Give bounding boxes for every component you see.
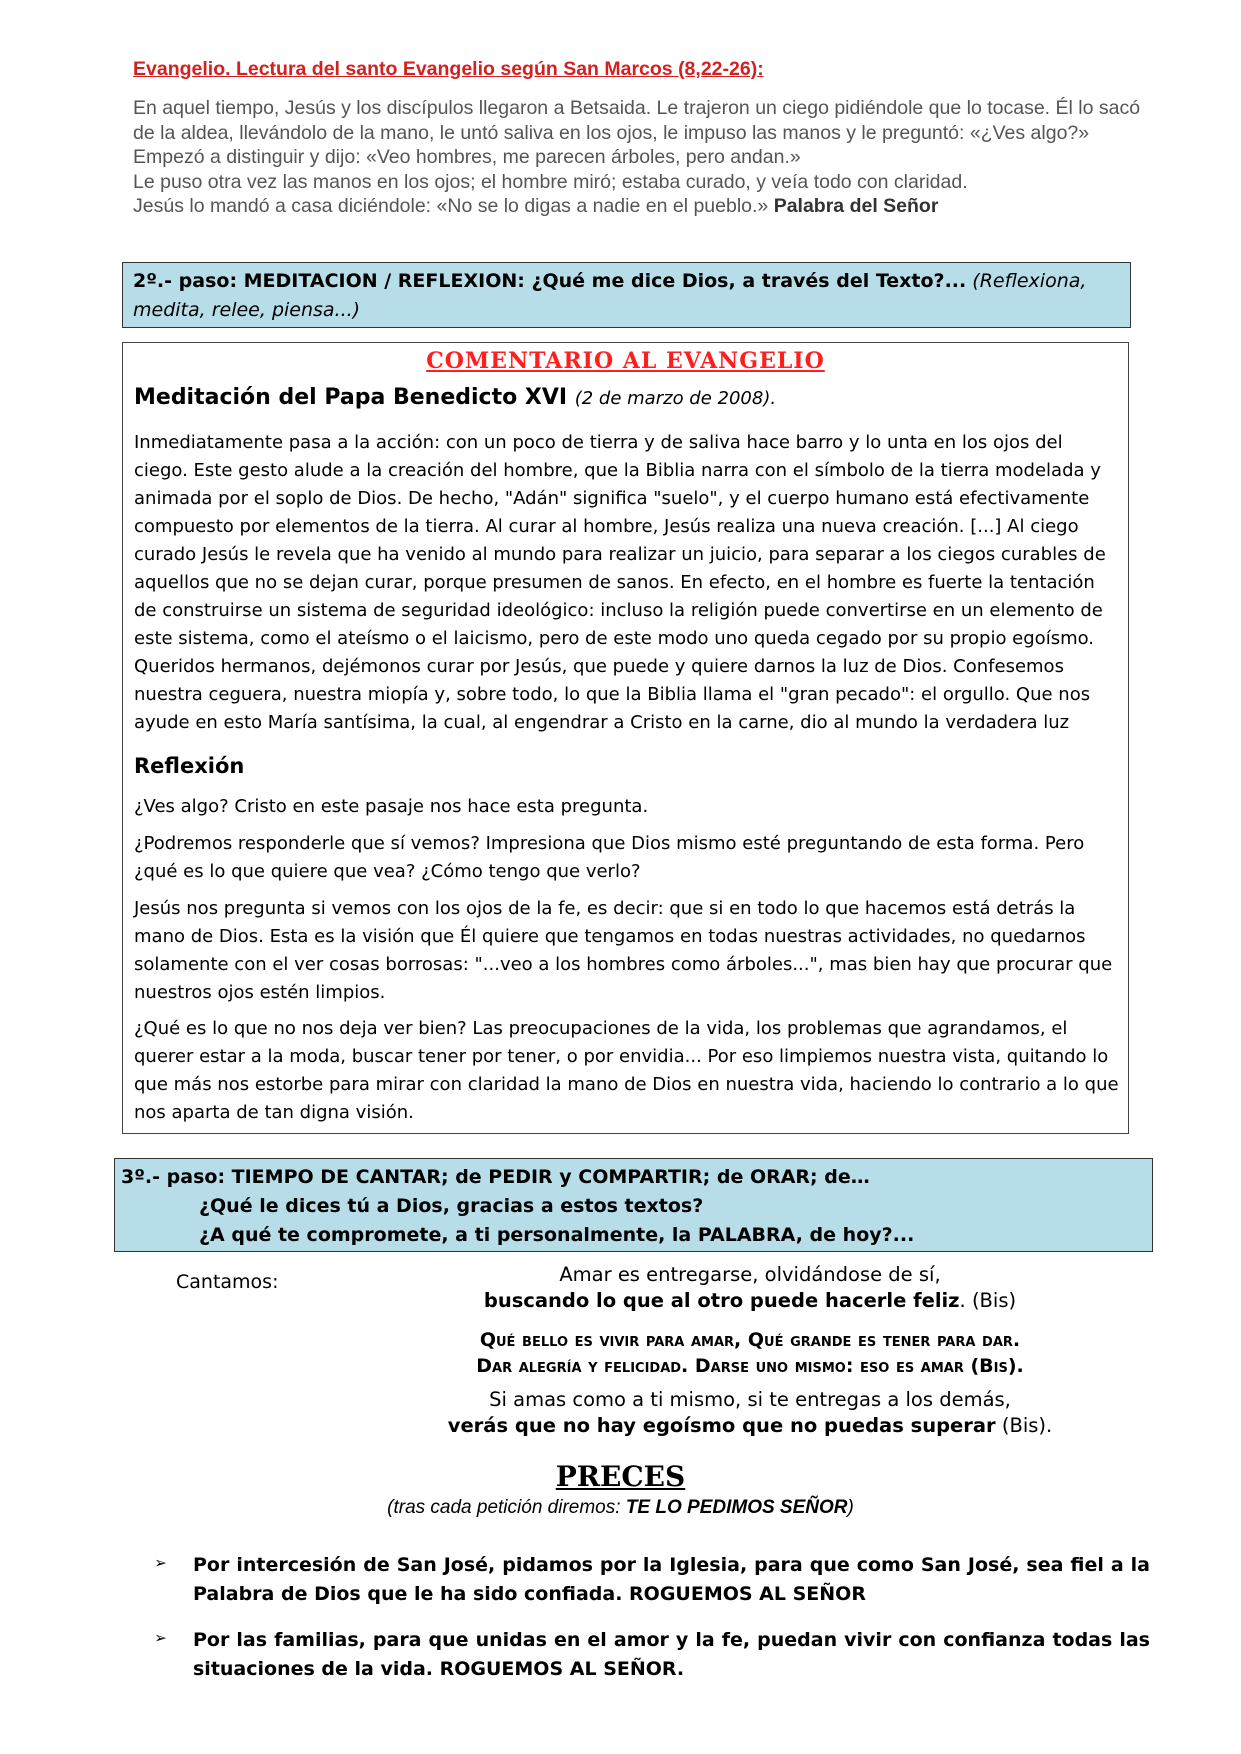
gospel-paragraph [133, 194, 1143, 219]
preces-response: TE LO PEDIMOS SEÑOR [625, 1497, 848, 1518]
preces-sub-prefix: (tras cada petición diremos: [387, 1497, 626, 1518]
step3-line: ¿A qué te compromete, a ti personalmente, la PALABRA, de hoy?... [199, 1224, 915, 1246]
meditation-heading-text: Meditación del Papa Benedicto XVI [134, 385, 568, 410]
gospel-paragraph: Le puso otra vez las manos en los ojos; el hombre miró; estaba curado, y veía todo con claridad. [133, 170, 968, 193]
arrow-bullet-icon: ➢ [155, 1626, 168, 1650]
prayer-text: Por intercesión de San José, pidamos por la Iglesia, para que como San José, sea fiel a la Palabra de Dios que le ha sido confiada. ROGUEMOS AL SEÑOR [193, 1554, 1150, 1605]
step2-question: ¿Qué me dice Dios, a través del Texto?... [531, 270, 967, 292]
reflection-paragraph: Jesús nos pregunta si vemos con los ojos de la fe, es decir: que si en todo lo que hacemos está detrás la mano de Dios. Esta es la visión que Él quiere que tengamos en todas nuestras actividades, no quedarnos solamente con el ver cosas borrosas: "...veo a los hombres como árboles...", mas bien hay que procurar que nuestros ojos estén limpios. [134, 898, 1113, 1003]
song-verse-2 [380, 1387, 1120, 1439]
song-line: Si amas como a ti mismo, si te entregas a los demás, [489, 1388, 1011, 1411]
preces-sub-suffix: ) [847, 1497, 854, 1518]
prayer-item [155, 1626, 1150, 1684]
step2-label: 2º.- paso: MEDITACION / REFLEXION [133, 270, 518, 292]
song-chorus [380, 1327, 1120, 1379]
preces-title: PRECES [555, 1460, 686, 1493]
meditation-text: Inmediatamente pasa a la acción: con un poco de tierra y de saliva hace barro y lo unta en los ojos del ciego. Este gesto alude a la creación del hombre, que la Biblia narra con el símbolo de la tierra modelada y animada por el soplo de Dios. De hecho, "Adán" significa "suelo", y el cuerpo humano está efectivamente compuesto por elementos de la tierra. Al curar al hombre, Jesús realiza una nueva creación. [...] Al ciego curado Jesús le revela que ha venido al mundo para realizar un juicio, para separar a los ciegos curables de aquellos que no se dejan curar, porque presumen de sanos. En efecto, en el hombre es fuerte la tentación de construirse un sistema de seguridad ideológico: incluso la religión puede convertirse en un elemento de este sistema, como el ateísmo o el laicismo, pero de este modo uno queda cegado por su propio egoísmo. Queridos hermanos, dejémonos curar por Jesús, que puede y quiere darnos la luz de Dios. Confesemos nuestra ceguera, nuestra miopía y, sobre todo, lo que la Biblia llama el "gran pecado": el orgullo. Que nos ayude en esto María santísima, la cual, al engendrar a Cristo en la carne, dio al mundo la verdadera luz [134, 432, 1106, 733]
step2-hint: (Reflexiona, medita, relee, piensa...) [133, 270, 1087, 321]
song-intro: Cantamos: [176, 1271, 279, 1293]
step3-line: 3º.- paso: TIEMPO DE CANTAR; de PEDIR y COMPARTIR; de ORAR; de… [121, 1166, 870, 1188]
step2-box: 2º.- paso: MEDITACION / REFLEXION: ¿Qué me dice Dios, a través del Texto?... (Reflexiona, medita, relee, piensa...) [122, 262, 1131, 328]
song-bis: (Bis). [995, 1414, 1053, 1437]
gospel-title: Evangelio. Lectura del santo Evangelio según San Marcos (8,22-26): [133, 58, 764, 80]
chorus-line: Dar alegría y felicidad. Darse uno mismo: eso es amar (Bis). [476, 1355, 1024, 1377]
song-line-bold: verás que no hay egoísmo que no puedas superar [447, 1414, 996, 1437]
reflection-paragraph: ¿Podremos responderle que sí vemos? Impresiona que Dios mismo esté preguntando de esta forma. Pero ¿qué es lo que quiere que vea? ¿Cómo tengo que verlo? [134, 833, 1085, 882]
song-bis: . (Bis) [959, 1289, 1017, 1312]
reflection-heading: Reflexión [134, 754, 245, 778]
prayer-item [155, 1551, 1150, 1609]
step3-box [114, 1158, 1153, 1252]
song-verse-1 [380, 1262, 1120, 1314]
gospel-closing: Palabra del Señor [773, 195, 939, 217]
prayer-text: Por las familias, para que unidas en el amor y la fe, puedan vivir con confianza todas las situaciones de la vida. ROGUEMOS AL SEÑOR. [193, 1629, 1150, 1680]
gospel-text [133, 96, 1143, 219]
arrow-bullet-icon: ➢ [155, 1551, 168, 1575]
gospel-paragraph: En aquel tiempo, Jesús y los discípulos llegaron a Betsaida. Le trajeron un ciego pidiéndole que lo tocase. Él lo sacó de la aldea, llevándolo de la mano, le untó saliva en los ojos, le impuso las manos y le preguntó: «¿Ves algo?» [133, 97, 1141, 144]
song-line-bold: buscando lo que al otro puede hacerle feliz [483, 1289, 960, 1312]
meditation-heading [134, 385, 776, 410]
step3-line: ¿Qué le dices tú a Dios, gracias a estos textos? [199, 1195, 704, 1217]
gospel-paragraph-text: Jesús lo mandó a casa diciéndole: «No se lo digas a nadie en el pueblo.» [133, 195, 769, 217]
song-line: Amar es entregarse, olvidándose de sí, [559, 1263, 941, 1286]
reflection-paragraph: ¿Qué es lo que no nos deja ver bien? Las preocupaciones de la vida, los problemas que agrandamos, el querer estar a la moda, buscar tener por tener, o por envidia... Por eso limpiemos nuestra vista, quitando lo que más nos estorbe para mirar con claridad la mano de Dios en nuestra vida, haciendo lo contrario a lo que nos aparta de tan digna visión. [134, 1018, 1119, 1123]
reflection-paragraph: ¿Ves algo? Cristo en este pasaje nos hace esta pregunta. [134, 796, 649, 817]
preces-subtitle [0, 1497, 1241, 1519]
commentary-title: COMENTARIO AL EVANGELIO [426, 348, 825, 374]
gospel-paragraph: Empezó a distinguir y dijo: «Veo hombres, me parecen árboles, pero andan.» [133, 146, 801, 168]
commentary-box [122, 342, 1129, 1134]
chorus-line: Qué bello es vivir para amar, Qué grande es tener para dar. [479, 1329, 1021, 1351]
meditation-date: (2 de marzo de 2008). [574, 388, 777, 409]
